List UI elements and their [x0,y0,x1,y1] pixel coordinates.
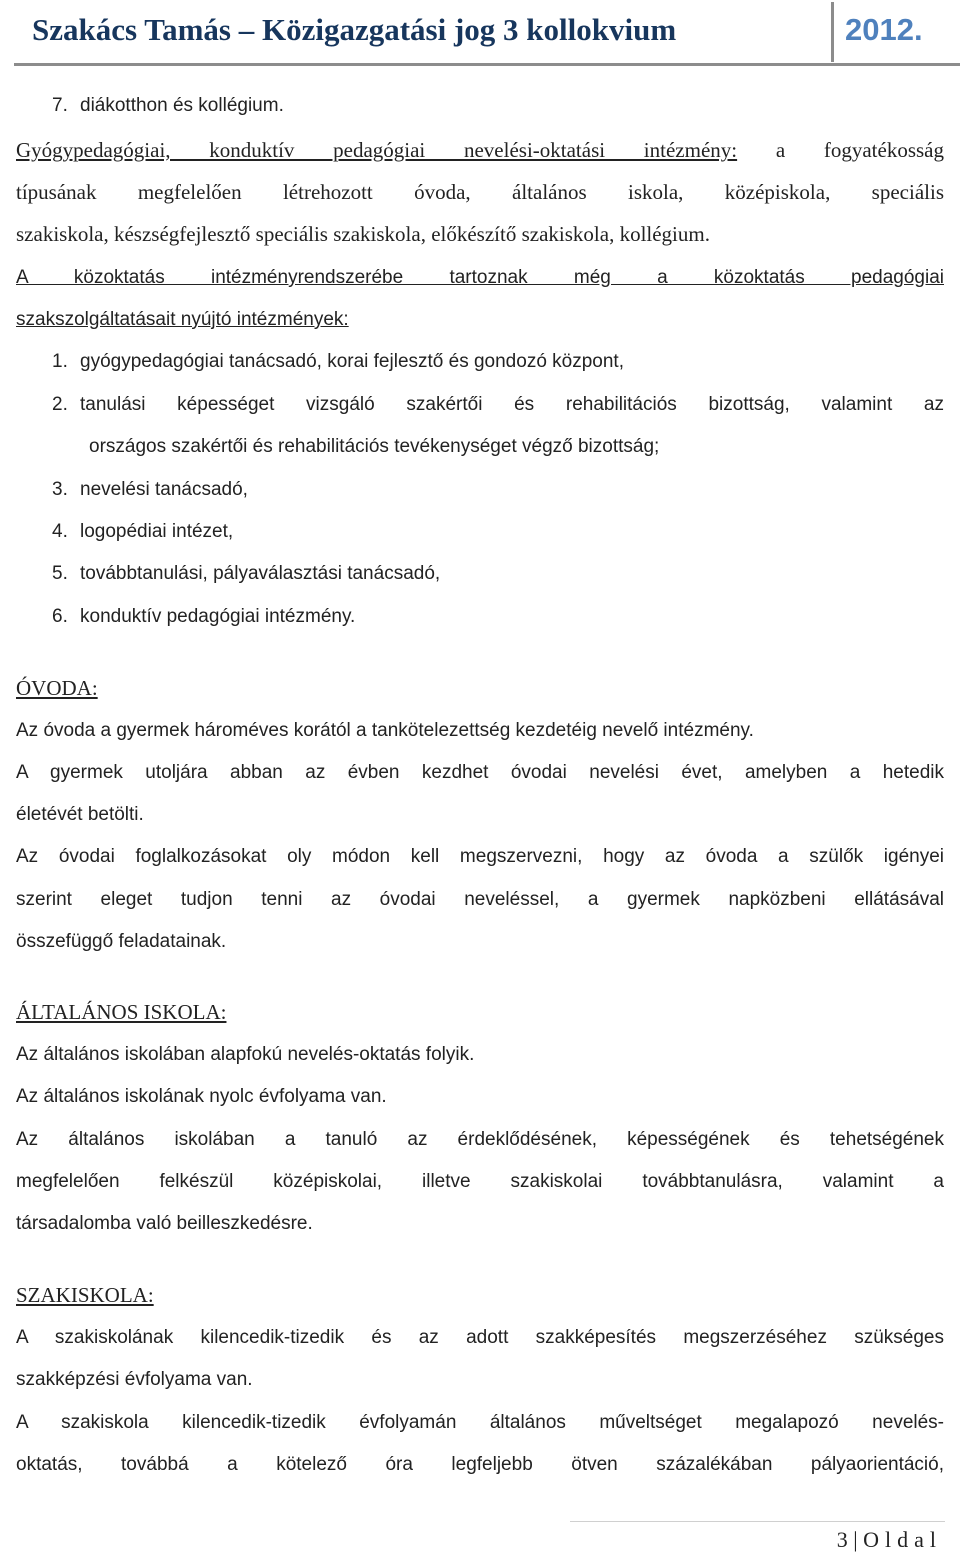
altalanos-paragraph-3: Az általános iskolában a tanuló az érdeklődésének, képességének és tehetségének [16,1129,944,1150]
ovoda-paragraph-2: A gyermek utoljára abban az évben kezdhet óvodai nevelési évet, amelyben a hetedik [16,762,944,783]
list-item: 6. konduktív pedagógiai intézmény. [52,606,356,627]
altalanos-paragraph-1: Az általános iskolában alapfokú nevelés-oktatás folyik. [16,1044,475,1065]
footer-rule [570,1521,945,1522]
altalanos-paragraph-3-end: társadalomba való beilleszkedésre. [16,1213,313,1234]
header-rule [14,63,960,66]
page-footer [837,1527,942,1553]
gyogy-line-1: Gyógypedagógiai, konduktív pedagógiai nevelési-oktatási intézmény: a fogyatékosság [16,138,944,162]
ovoda-paragraph-3-end: összefüggő feladatainak. [16,931,227,952]
szakiskola-paragraph-2: A szakiskola kilencedik-tizedik évfolyamán általános műveltséget megalapozó nevelés- [16,1412,944,1433]
gyogy-label: Gyógypedagógiai, konduktív pedagógiai nevelési-oktatási intézmény: [16,138,738,162]
ovoda-paragraph-1: Az óvoda a gyermek hároméves korától a tankötelezettség kezdetéig nevelő intézmény. [16,720,754,741]
header-separator [831,2,834,62]
footer-separator: | [853,1527,858,1552]
footer-page-word: Oldal [863,1527,942,1552]
section-heading-altalanos: ÁLTALÁNOS ISKOLA: [16,1000,227,1024]
list-item: 5. továbbtanulási, pályaválasztási tanácsadó, [52,563,441,584]
ovoda-paragraph-3-cont: szerint eleget tudjon tenni az óvodai neveléssel, a gyermek napközbeni ellátásával [16,889,944,910]
page-number: 3 [836,1527,848,1552]
header-year: 2012. [845,12,923,47]
list-item: 3. nevelési tanácsadó, [52,479,248,500]
section-heading-szakiskola: SZAKISKOLA: [16,1283,154,1307]
list-item: 2. tanulási képességet vizsgáló szakértői és rehabilitációs bizottság, valamint az [52,394,944,415]
altalanos-paragraph-3-cont: megfelelően felkészül középiskolai, illetve szakiskolai továbbtanulásra, valamint a [16,1171,944,1192]
szakiskola-paragraph-1: A szakiskolának kilencedik-tizedik és az adott szakképesítés megszerzéséhez szükséges [16,1327,944,1348]
list-item: 4. logopédiai intézet, [52,521,234,542]
kozoktatas-line-2: szakszolgáltatásait nyújtó intézmények: [16,309,349,330]
page-header [0,0,960,64]
szakiskola-paragraph-2-cont: oktatás, továbbá a kötelező óra legfeljebb ötven százalékában pályaorientáció, [16,1454,944,1475]
list-item: 7. diákotthon és kollégium. [52,95,284,116]
list-item: 1. gyógypedagógiai tanácsadó, korai fejlesztő és gondozó központ, [52,351,624,372]
list-item-continuation: országos szakértői és rehabilitációs tevékenységet végző bizottság; [89,436,660,457]
ovoda-paragraph-2-end: életévét betölti. [16,804,144,825]
gyogy-line-2: típusának megfelelően létrehozott óvoda, általános iskola, középiskola, speciális [16,180,944,204]
header-title: Szakács Tamás – Közigazgatási jog 3 kollokvium [32,12,677,47]
ovoda-paragraph-3: Az óvodai foglalkozásokat oly módon kell megszervezni, hogy az óvoda a szülők igényei [16,846,944,867]
altalanos-paragraph-2: Az általános iskolának nyolc évfolyama van. [16,1086,387,1107]
gyogy-line-3: szakiskola, készségfejlesztő speciális szakiskola, előkészítő szakiskola, kollégium. [16,222,710,246]
section-heading-ovoda: ÓVODA: [16,676,98,700]
kozoktatas-line-1: A közoktatás intézményrendszerébe tartoznak még a közoktatás pedagógiai [16,267,944,288]
szakiskola-paragraph-1-end: szakképzési évfolyama van. [16,1369,253,1390]
